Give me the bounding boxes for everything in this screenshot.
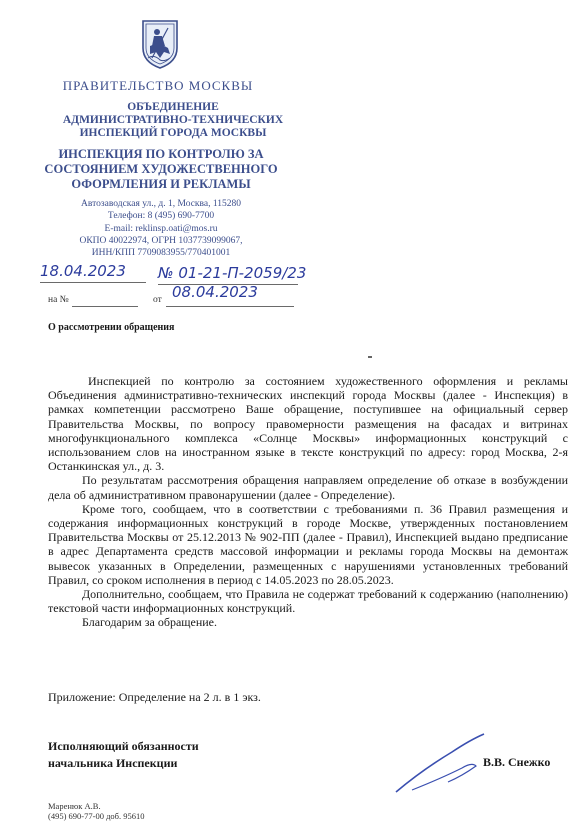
organization-line: ИНСПЕКЦИЙ ГОРОДА МОСКВЫ: [79, 127, 267, 139]
registration-number: № 01-21-П-2059/23: [158, 264, 307, 282]
phone: Телефон: 8 (495) 690-7700: [107, 211, 215, 222]
na-label: на №: [48, 295, 69, 305]
paragraph: По результатам рассмотрения обращения направляем определение об отказе в возбуждении дела об административном правонарушении (далее - Определение).: [48, 473, 568, 502]
organization-line: ОБЪЕДИНЕНИЕ: [127, 101, 219, 113]
ot-underline: [166, 306, 294, 307]
inspection-line: ОФОРМЛЕНИЯ И РЕКЛАМЫ: [71, 177, 251, 191]
organization-line: АДМИНИСТРАТИВНО-ТЕХНИЧЕСКИХ: [62, 114, 284, 126]
letter-subject: О рассмотрении обращения: [48, 322, 175, 333]
paragraph: Дополнительно, сообщаем, что Правила не содержат требований к содержанию (наполнению) текстовой части информационных конструкций.: [48, 587, 568, 616]
moscow-coat-of-arms-icon: [140, 18, 180, 70]
reference-date: 08.04.2023: [172, 283, 258, 301]
handwritten-signature: [392, 730, 492, 800]
okpo-ogrn: ОКПО 40022974, ОГРН 1037739099067,: [79, 235, 243, 246]
paragraph: Благодарим за обращение.: [82, 615, 218, 630]
signatory-name: В.В. Снежко: [483, 755, 551, 769]
signatory-title: [48, 738, 199, 772]
contact-block: [36, 198, 286, 259]
address: Автозаводская ул., д. 1, Москва, 115280: [80, 199, 242, 209]
executor-phone: (495) 690-77-00 доб. 95610: [48, 811, 145, 821]
registration-mark: [368, 356, 372, 358]
attachment-note: Приложение: Определение на 2 л. в 1 экз.: [48, 690, 261, 704]
registration-date: 18.04.2023: [40, 262, 126, 280]
executor-name: Маренюк А.В.: [48, 801, 101, 811]
paragraph: Инспекцией по контролю за состоянием художественного оформления и рекламы Объединения административно-технических инспекций города Москвы (далее - Инспекция) в рамках компетенции рассмотрено Ваше обращение, поступившее на официальный сервер Правительства Москвы, по вопросу правомерности размещения на фасадах и витринах многофункционального комплекса «Солнце Москвы» информационных конструкций с использованием слов на иностранном языке в тексте конструкций по адресу: город Москва, 2-я Останкинская ул., д. 3.: [48, 374, 568, 474]
inspection-line: ИНСПЕКЦИЯ ПО КОНТРОЛЮ ЗА: [58, 147, 264, 161]
na-underline: [72, 306, 138, 307]
inspection-name: [36, 147, 286, 192]
signatory-title-line: Исполняющий обязанности: [48, 739, 199, 753]
letter-body: [48, 374, 568, 630]
inn-kpp: ИНН/КПП 7709083955/770401001: [91, 248, 231, 259]
signatory-title-line: начальника Инспекции: [48, 756, 178, 770]
organization-name: [48, 101, 298, 140]
executor-info: [48, 801, 144, 821]
paragraph: Кроме того, сообщаем, что в соответствии с требованиями п. 36 Правил размещения и содержания информационных конструкций в городе Москве, утвержденных постановлением Правительства Москвы от 25.12.2013 № 902-ПП (далее - Правил), Инспекцией выдано предписание в адрес Департамента средств массовой информации и рекламы города Москвы на демонтаж вывесок указанных в Определении, размещенных с нарушениями установленных требований Правил, со сроком исполнения в период с 14.05.2023 по 28.05.2023.: [48, 501, 568, 587]
inspection-line: СОСТОЯНИЕМ ХУДОЖЕСТВЕННОГО: [44, 162, 278, 176]
date-underline: [40, 282, 146, 283]
government-name: ПРАВИТЕЛЬСТВО МОСКВЫ: [62, 78, 254, 93]
ot-label: от: [153, 295, 162, 305]
email: E-mail: reklinsp.oati@mos.ru: [104, 223, 218, 234]
